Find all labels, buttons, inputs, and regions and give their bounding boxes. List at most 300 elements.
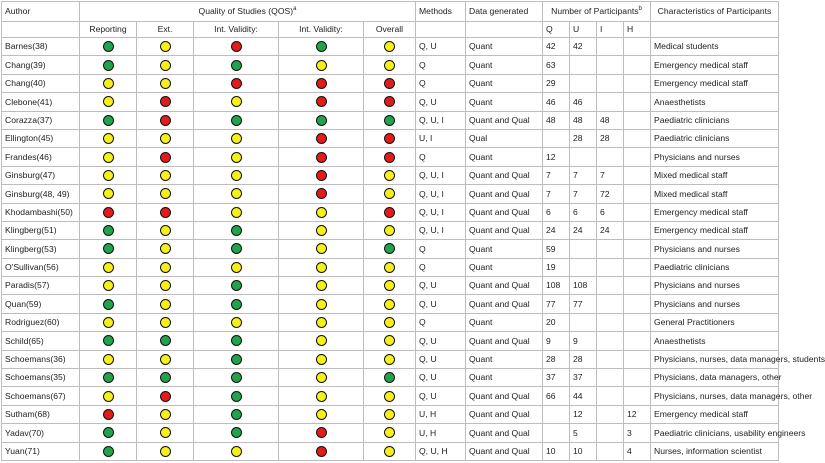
int-validity-1-dot-cell	[194, 166, 279, 184]
data-generated-cell: Quant and Qual	[466, 221, 543, 239]
reporting-dot-cell	[80, 129, 137, 147]
u-count: 5	[570, 424, 597, 442]
h-count	[624, 258, 651, 276]
ext-dot	[160, 299, 171, 310]
i-count	[597, 38, 624, 56]
overall-dot	[384, 188, 395, 199]
i-count	[597, 148, 624, 166]
ext-dot-cell	[137, 166, 194, 184]
reporting-dot-cell	[80, 295, 137, 313]
table-row	[2, 93, 779, 111]
reporting-dot	[103, 60, 114, 71]
int-validity-2-dot	[316, 335, 327, 346]
ext-dot	[160, 372, 171, 383]
i-count: 28	[597, 129, 624, 147]
int-validity-1-dot	[231, 262, 242, 273]
h-count	[624, 56, 651, 74]
overall-dot	[384, 225, 395, 236]
data-generated-cell: Quant	[466, 38, 543, 56]
header-int-validity-2: Int. Validity:	[279, 22, 364, 38]
table-row	[2, 442, 779, 460]
ext-dot	[160, 170, 171, 181]
overall-dot-cell	[364, 129, 416, 147]
int-validity-1-dot-cell	[194, 74, 279, 92]
characteristics-cell: Paediatric clinicians	[651, 258, 779, 276]
overall-dot-cell	[364, 442, 416, 460]
methods-cell: Q, U	[416, 387, 466, 405]
ext-dot-cell	[137, 56, 194, 74]
characteristics-cell: Paediatric clinicians, usability engineers	[651, 424, 779, 442]
int-validity-1-dot-cell	[194, 369, 279, 387]
i-count	[597, 93, 624, 111]
u-count	[570, 56, 597, 74]
header-participants-label: Number of Participants	[551, 6, 639, 17]
table-row	[2, 405, 779, 423]
data-generated-cell: Quant and Qual	[466, 332, 543, 350]
table-row	[2, 332, 779, 350]
int-validity-2-dot-cell	[279, 350, 364, 368]
overall-dot	[384, 41, 395, 52]
reporting-dot	[103, 446, 114, 457]
reporting-dot	[103, 96, 114, 107]
reporting-dot-cell	[80, 38, 137, 56]
table-row	[2, 387, 779, 405]
table-row	[2, 295, 779, 313]
characteristics-cell: Emergency medical staff	[651, 74, 779, 92]
reporting-dot-cell	[80, 240, 137, 258]
u-count	[570, 74, 597, 92]
int-validity-1-dot	[231, 446, 242, 457]
int-validity-2-dot-cell	[279, 221, 364, 239]
header-methods: Methods	[416, 2, 466, 22]
header-overall: Overall	[364, 22, 416, 38]
characteristics-cell: Mixed medical staff	[651, 166, 779, 184]
author-cell: Khodambashi(50)	[2, 203, 80, 221]
int-validity-2-dot	[316, 60, 327, 71]
reporting-dot	[103, 133, 114, 144]
int-validity-2-dot	[316, 115, 327, 126]
reporting-dot	[103, 188, 114, 199]
author-cell: Klingberg(51)	[2, 221, 80, 239]
reporting-dot-cell	[80, 221, 137, 239]
overall-dot-cell	[364, 387, 416, 405]
overall-dot-cell	[364, 313, 416, 331]
int-validity-2-dot	[316, 280, 327, 291]
reporting-dot-cell	[80, 387, 137, 405]
u-count: 9	[570, 332, 597, 350]
author-cell: Chang(39)	[2, 56, 80, 74]
methods-cell: Q, U	[416, 38, 466, 56]
author-cell: Rodriguez(60)	[2, 313, 80, 331]
h-count	[624, 203, 651, 221]
q-count	[543, 405, 570, 423]
characteristics-cell: Emergency medical staff	[651, 405, 779, 423]
overall-dot	[384, 133, 395, 144]
u-count: 12	[570, 405, 597, 423]
i-count	[597, 295, 624, 313]
int-validity-1-dot-cell	[194, 332, 279, 350]
int-validity-1-dot-cell	[194, 93, 279, 111]
int-validity-1-dot	[231, 317, 242, 328]
methods-cell: Q	[416, 74, 466, 92]
author-cell: Yadav(70)	[2, 424, 80, 442]
reporting-dot	[103, 391, 114, 402]
reporting-dot-cell	[80, 185, 137, 203]
overall-dot	[384, 262, 395, 273]
q-count: 20	[543, 313, 570, 331]
h-count	[624, 369, 651, 387]
ext-dot	[160, 207, 171, 218]
int-validity-2-dot-cell	[279, 258, 364, 276]
overall-dot-cell	[364, 240, 416, 258]
ext-dot	[160, 152, 171, 163]
int-validity-1-dot-cell	[194, 38, 279, 56]
u-count	[570, 240, 597, 258]
ext-dot-cell	[137, 185, 194, 203]
u-count	[570, 313, 597, 331]
h-count	[624, 221, 651, 239]
i-count	[597, 424, 624, 442]
data-generated-cell: Quant	[466, 240, 543, 258]
int-validity-1-dot	[231, 152, 242, 163]
ext-dot	[160, 78, 171, 89]
u-count: 42	[570, 38, 597, 56]
characteristics-cell: Anaesthetists	[651, 93, 779, 111]
ext-dot-cell	[137, 258, 194, 276]
reporting-dot	[103, 41, 114, 52]
data-generated-cell: Quant and Qual	[466, 405, 543, 423]
author-cell: O'Sullivan(56)	[2, 258, 80, 276]
int-validity-1-dot	[231, 78, 242, 89]
int-validity-1-dot-cell	[194, 277, 279, 295]
int-validity-1-dot-cell	[194, 424, 279, 442]
quality-of-studies-table	[1, 1, 825, 461]
i-count	[597, 369, 624, 387]
reporting-dot-cell	[80, 258, 137, 276]
q-count	[543, 424, 570, 442]
int-validity-1-dot	[231, 96, 242, 107]
int-validity-2-dot-cell	[279, 56, 364, 74]
int-validity-2-dot	[316, 446, 327, 457]
reporting-dot	[103, 409, 114, 420]
overall-dot	[384, 207, 395, 218]
int-validity-2-dot-cell	[279, 38, 364, 56]
int-validity-2-dot-cell	[279, 203, 364, 221]
reporting-dot-cell	[80, 350, 137, 368]
reporting-dot	[103, 317, 114, 328]
ext-dot	[160, 60, 171, 71]
q-count: 7	[543, 166, 570, 184]
int-validity-1-dot	[231, 372, 242, 383]
i-count: 7	[597, 166, 624, 184]
int-validity-2-dot	[316, 243, 327, 254]
table-row	[2, 129, 779, 147]
h-count	[624, 93, 651, 111]
overall-dot-cell	[364, 369, 416, 387]
table-row	[2, 277, 779, 295]
characteristics-cell: Emergency medical staff	[651, 203, 779, 221]
methods-cell: Q	[416, 148, 466, 166]
h-count: 3	[624, 424, 651, 442]
overall-dot	[384, 317, 395, 328]
data-generated-cell: Quant	[466, 313, 543, 331]
overall-dot	[384, 280, 395, 291]
int-validity-1-dot-cell	[194, 221, 279, 239]
characteristics-cell: Physicians, nurses, data managers, students	[651, 350, 779, 368]
u-count: 6	[570, 203, 597, 221]
h-count	[624, 185, 651, 203]
int-validity-2-dot	[316, 427, 327, 438]
int-validity-1-dot-cell	[194, 56, 279, 74]
q-count: 10	[543, 442, 570, 460]
header-sub-blank-characteristics	[651, 22, 779, 38]
int-validity-2-dot-cell	[279, 93, 364, 111]
h-count	[624, 129, 651, 147]
int-validity-2-dot-cell	[279, 387, 364, 405]
reporting-dot	[103, 207, 114, 218]
data-generated-cell: Quant and Qual	[466, 442, 543, 460]
characteristics-cell: Nurses, information scientist	[651, 442, 779, 460]
header-row-main	[2, 2, 779, 22]
data-generated-cell: Quant and Qual	[466, 277, 543, 295]
characteristics-cell: Physicians and nurses	[651, 148, 779, 166]
data-generated-cell: Quant	[466, 258, 543, 276]
data-generated-cell: Qual	[466, 129, 543, 147]
reporting-dot-cell	[80, 148, 137, 166]
author-cell: Clebone(41)	[2, 93, 80, 111]
overall-dot	[384, 372, 395, 383]
overall-dot-cell	[364, 74, 416, 92]
reporting-dot	[103, 354, 114, 365]
int-validity-1-dot-cell	[194, 240, 279, 258]
i-count	[597, 240, 624, 258]
h-count	[624, 313, 651, 331]
overall-dot	[384, 115, 395, 126]
int-validity-2-dot	[316, 188, 327, 199]
reporting-dot	[103, 280, 114, 291]
characteristics-cell: Physicians, data managers, other	[651, 369, 779, 387]
methods-cell: U, I	[416, 129, 466, 147]
int-validity-1-dot	[231, 115, 242, 126]
table-row	[2, 74, 779, 92]
methods-cell: Q	[416, 240, 466, 258]
overall-dot-cell	[364, 258, 416, 276]
ext-dot	[160, 354, 171, 365]
header-data-generated: Data generated	[466, 2, 543, 22]
overall-dot-cell	[364, 277, 416, 295]
overall-dot	[384, 78, 395, 89]
ext-dot	[160, 225, 171, 236]
overall-dot	[384, 152, 395, 163]
int-validity-1-dot	[231, 170, 242, 181]
methods-cell: Q, U, I	[416, 166, 466, 184]
header-qos	[80, 2, 416, 22]
reporting-dot	[103, 262, 114, 273]
overall-dot	[384, 60, 395, 71]
i-count	[597, 442, 624, 460]
int-validity-2-dot-cell	[279, 240, 364, 258]
u-count: 77	[570, 295, 597, 313]
data-generated-cell: Quant and Qual	[466, 424, 543, 442]
reporting-dot-cell	[80, 277, 137, 295]
overall-dot-cell	[364, 332, 416, 350]
int-validity-1-dot-cell	[194, 111, 279, 129]
i-count	[597, 56, 624, 74]
overall-dot-cell	[364, 111, 416, 129]
q-count: 24	[543, 221, 570, 239]
int-validity-2-dot	[316, 207, 327, 218]
table-row	[2, 111, 779, 129]
q-count: 28	[543, 350, 570, 368]
q-count	[543, 129, 570, 147]
h-count	[624, 240, 651, 258]
methods-cell: Q, U, I	[416, 203, 466, 221]
header-sub-blank-methods	[416, 22, 466, 38]
header-qos-label: Quality of Studies (QOS)	[198, 6, 294, 17]
q-count: 66	[543, 387, 570, 405]
h-count	[624, 148, 651, 166]
methods-cell: Q, U	[416, 93, 466, 111]
characteristics-cell: Emergency medical staff	[651, 56, 779, 74]
reporting-dot-cell	[80, 166, 137, 184]
ext-dot	[160, 243, 171, 254]
overall-dot-cell	[364, 295, 416, 313]
ext-dot-cell	[137, 129, 194, 147]
int-validity-1-dot-cell	[194, 203, 279, 221]
u-count: 28	[570, 129, 597, 147]
table-row	[2, 38, 779, 56]
i-count	[597, 74, 624, 92]
int-validity-1-dot-cell	[194, 313, 279, 331]
u-count	[570, 258, 597, 276]
header-q: Q	[543, 22, 570, 38]
ext-dot	[160, 41, 171, 52]
int-validity-1-dot	[231, 354, 242, 365]
table-row	[2, 313, 779, 331]
methods-cell: Q	[416, 56, 466, 74]
i-count	[597, 332, 624, 350]
author-cell: Ginsburg(47)	[2, 166, 80, 184]
ext-dot	[160, 188, 171, 199]
ext-dot	[160, 96, 171, 107]
table-row	[2, 221, 779, 239]
methods-cell: Q	[416, 258, 466, 276]
int-validity-1-dot	[231, 188, 242, 199]
reporting-dot-cell	[80, 56, 137, 74]
methods-cell: Q, U	[416, 277, 466, 295]
q-count: 59	[543, 240, 570, 258]
h-count	[624, 38, 651, 56]
q-count: 48	[543, 111, 570, 129]
reporting-dot-cell	[80, 93, 137, 111]
methods-cell: Q	[416, 313, 466, 331]
i-count	[597, 313, 624, 331]
overall-dot-cell	[364, 56, 416, 74]
reporting-dot-cell	[80, 111, 137, 129]
author-cell: Klingberg(53)	[2, 240, 80, 258]
methods-cell: U, H	[416, 405, 466, 423]
int-validity-1-dot	[231, 280, 242, 291]
overall-dot-cell	[364, 405, 416, 423]
data-generated-cell: Quant and Qual	[466, 203, 543, 221]
table-body	[2, 38, 825, 461]
header-h: H	[624, 22, 651, 38]
u-count: 7	[570, 166, 597, 184]
int-validity-2-dot	[316, 372, 327, 383]
ext-dot-cell	[137, 332, 194, 350]
reporting-dot	[103, 372, 114, 383]
h-count	[624, 350, 651, 368]
table-row	[2, 203, 779, 221]
i-count	[597, 258, 624, 276]
int-validity-2-dot	[316, 225, 327, 236]
ext-dot-cell	[137, 313, 194, 331]
ext-dot-cell	[137, 350, 194, 368]
reporting-dot	[103, 427, 114, 438]
int-validity-1-dot	[231, 391, 242, 402]
int-validity-1-dot	[231, 41, 242, 52]
int-validity-1-dot	[231, 133, 242, 144]
ext-dot	[160, 335, 171, 346]
author-cell: Sutham(68)	[2, 405, 80, 423]
ext-dot	[160, 115, 171, 126]
ext-dot-cell	[137, 424, 194, 442]
int-validity-1-dot	[231, 225, 242, 236]
ext-dot	[160, 262, 171, 273]
int-validity-1-dot	[231, 243, 242, 254]
characteristics-cell: Physicians and nurses	[651, 277, 779, 295]
methods-cell: U, H	[416, 424, 466, 442]
int-validity-2-dot-cell	[279, 405, 364, 423]
int-validity-1-dot	[231, 207, 242, 218]
reporting-dot	[103, 243, 114, 254]
ext-dot	[160, 317, 171, 328]
author-cell: Frandes(46)	[2, 148, 80, 166]
methods-cell: Q, U, H	[416, 442, 466, 460]
overall-dot-cell	[364, 221, 416, 239]
u-count: 37	[570, 369, 597, 387]
q-count: 19	[543, 258, 570, 276]
header-participants	[543, 2, 651, 22]
reporting-dot-cell	[80, 442, 137, 460]
overall-dot-cell	[364, 424, 416, 442]
int-validity-1-dot	[231, 299, 242, 310]
overall-dot	[384, 391, 395, 402]
author-cell: Barnes(38)	[2, 38, 80, 56]
int-validity-2-dot	[316, 41, 327, 52]
ext-dot	[160, 391, 171, 402]
reporting-dot	[103, 335, 114, 346]
h-count	[624, 277, 651, 295]
int-validity-1-dot-cell	[194, 350, 279, 368]
header-sub-blank-data	[466, 22, 543, 38]
int-validity-2-dot	[316, 317, 327, 328]
ext-dot-cell	[137, 203, 194, 221]
data-generated-cell: Quant and Qual	[466, 295, 543, 313]
int-validity-2-dot-cell	[279, 313, 364, 331]
ext-dot	[160, 427, 171, 438]
characteristics-cell: General Practitioners	[651, 313, 779, 331]
overall-dot-cell	[364, 166, 416, 184]
ext-dot	[160, 446, 171, 457]
ext-dot-cell	[137, 148, 194, 166]
overall-dot-cell	[364, 148, 416, 166]
header-qos-footnote: a	[293, 6, 297, 13]
u-count: 48	[570, 111, 597, 129]
author-cell: Corazza(37)	[2, 111, 80, 129]
data-generated-cell: Quant and Qual	[466, 166, 543, 184]
i-count: 48	[597, 111, 624, 129]
